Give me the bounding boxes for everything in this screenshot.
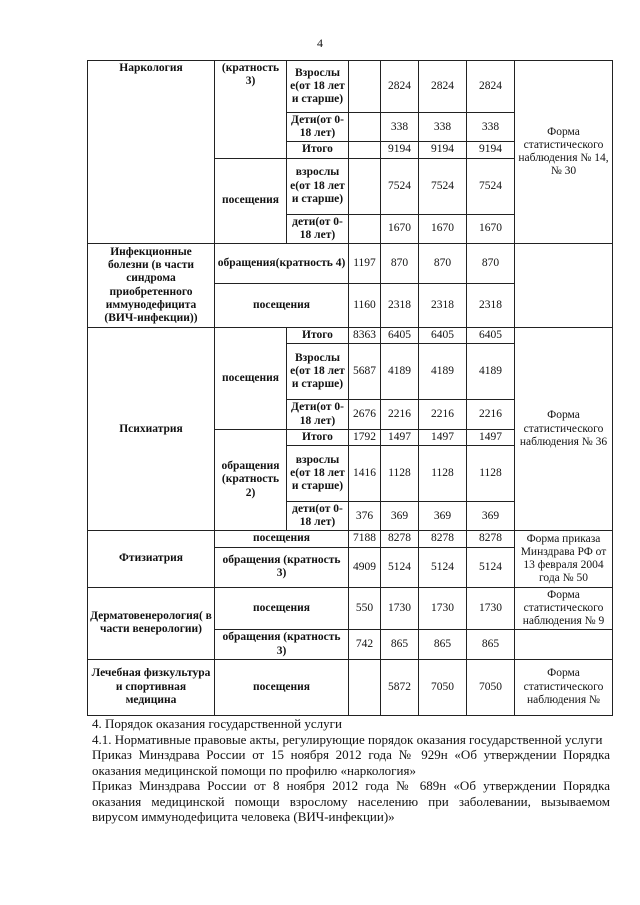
value-cell: 338 [467, 113, 515, 142]
value-cell: 7050 [419, 659, 467, 715]
section-text [92, 716, 610, 825]
group-cell: Итого [287, 429, 349, 445]
unit-cell: посещения [215, 531, 349, 547]
value-cell: 9194 [419, 142, 467, 158]
value-cell: 7524 [419, 158, 467, 214]
value-cell: 550 [349, 587, 381, 630]
value-cell: 369 [381, 501, 419, 530]
group-cell: Взрослы е(от 18 лет и старше) [287, 61, 349, 113]
unit-cell: посещения [215, 659, 349, 715]
value-cell: 8278 [467, 531, 515, 547]
form-cell [515, 630, 613, 659]
service-name: Дерматовенерология( в части венерологии) [88, 587, 215, 659]
value-cell: 6405 [419, 328, 467, 344]
value-cell: 7524 [467, 158, 515, 214]
value-cell: 8363 [349, 328, 381, 344]
value-cell: 1128 [381, 445, 419, 501]
unit-cell: посещения [215, 328, 287, 430]
unit-cell: посещения [215, 587, 349, 630]
group-cell: взрослы е(от 18 лет и старше) [287, 158, 349, 214]
order-paragraph: Приказ Минздрава России от 15 ноября 2012 года № 929н «Об утверждении Порядка оказания медицинской помощи по профилю «наркология» [92, 747, 610, 778]
value-cell: 870 [419, 244, 467, 284]
group-cell: Итого [287, 328, 349, 344]
value-cell: 1730 [467, 587, 515, 630]
value-cell: 1670 [381, 214, 419, 243]
value-cell: 5124 [419, 547, 467, 587]
value-cell: 2216 [467, 400, 515, 429]
value-cell: 2824 [467, 61, 515, 113]
value-cell: 1497 [419, 429, 467, 445]
service-name: Лечебная физкультура и спортивная медицина [88, 659, 215, 715]
value-cell: 7188 [349, 531, 381, 547]
value-cell: 9194 [381, 142, 419, 158]
value-cell: 1128 [467, 445, 515, 501]
value-cell: 2676 [349, 400, 381, 429]
group-cell: Итого [287, 142, 349, 158]
value-cell: 4189 [419, 344, 467, 400]
service-name: Фтизиатрия [88, 531, 215, 587]
value-cell: 2216 [381, 400, 419, 429]
unit-cell: обращения(кратность 4) [215, 244, 349, 284]
value-cell [349, 113, 381, 142]
value-cell: 865 [381, 630, 419, 659]
subsection-heading: 4.1. Нормативные правовые акты, регулирующие порядок оказания государственной услуги [92, 731, 603, 747]
group-cell: дети(от 0-18 лет) [287, 501, 349, 530]
value-cell: 9194 [467, 142, 515, 158]
value-cell: 6405 [467, 328, 515, 344]
group-cell: Дети(от 0-18 лет) [287, 400, 349, 429]
table-row [88, 244, 613, 284]
value-cell: 5124 [467, 547, 515, 587]
service-name: Инфекционные болезни (в части синдрома приобретенного иммунодефицита (ВИЧ-инфекции)) [88, 244, 215, 328]
value-cell: 338 [419, 113, 467, 142]
value-cell: 376 [349, 501, 381, 530]
value-cell: 1160 [349, 284, 381, 328]
section-heading: 4. Порядок оказания государственной услуги [92, 716, 342, 731]
value-cell: 2824 [381, 61, 419, 113]
unit-cell: обращения (кратность 2) [215, 429, 287, 531]
value-cell: 7050 [467, 659, 515, 715]
value-cell [349, 61, 381, 113]
value-cell: 2824 [419, 61, 467, 113]
value-cell: 5872 [381, 659, 419, 715]
form-cell: Форма приказа Минздрава РФ от 13 февраля 2004 года № 50 [515, 531, 613, 587]
value-cell: 1670 [467, 214, 515, 243]
form-cell: Форма статистического наблюдения № 36 [515, 328, 613, 531]
value-cell: 865 [419, 630, 467, 659]
unit-cell: обращения (кратность 3) [215, 630, 349, 659]
value-cell: 1497 [467, 429, 515, 445]
group-cell: дети(от 0-18 лет) [287, 214, 349, 243]
value-cell: 5124 [381, 547, 419, 587]
table-row [88, 531, 613, 547]
value-cell: 742 [349, 630, 381, 659]
value-cell: 1792 [349, 429, 381, 445]
value-cell: 2216 [419, 400, 467, 429]
value-cell: 8278 [419, 531, 467, 547]
value-cell: 1730 [381, 587, 419, 630]
value-cell [349, 158, 381, 214]
value-cell: 865 [467, 630, 515, 659]
value-cell: 369 [467, 501, 515, 530]
value-cell [349, 214, 381, 243]
unit-cell: посещения [215, 284, 349, 328]
table-row [88, 61, 613, 113]
value-cell: 6405 [381, 328, 419, 344]
group-cell: взрослы е(от 18 лет и старше) [287, 445, 349, 501]
group-cell: Взрослы е(от 18 лет и старше) [287, 344, 349, 400]
group-cell: Дети(от 0-18 лет) [287, 113, 349, 142]
unit-cell: обращения (кратность 3) [215, 547, 349, 587]
value-cell: 4909 [349, 547, 381, 587]
services-table [87, 60, 613, 716]
unit-cell: (кратность 3) [215, 61, 287, 159]
unit-cell: посещения [215, 158, 287, 243]
form-cell: Форма статистического наблюдения № [515, 659, 613, 715]
value-cell: 2318 [419, 284, 467, 328]
value-cell: 369 [419, 501, 467, 530]
form-cell [515, 244, 613, 328]
value-cell: 1670 [419, 214, 467, 243]
value-cell: 7524 [381, 158, 419, 214]
value-cell: 4189 [381, 344, 419, 400]
value-cell: 2318 [381, 284, 419, 328]
value-cell: 2318 [467, 284, 515, 328]
table-row [88, 587, 613, 630]
value-cell [349, 659, 381, 715]
value-cell: 1197 [349, 244, 381, 284]
value-cell: 338 [381, 113, 419, 142]
value-cell: 1128 [419, 445, 467, 501]
value-cell: 8278 [381, 531, 419, 547]
table-row [88, 659, 613, 715]
value-cell: 4189 [467, 344, 515, 400]
table-row [88, 328, 613, 344]
value-cell: 5687 [349, 344, 381, 400]
form-cell: Форма статистического наблюдения № 9 [515, 587, 613, 630]
order-paragraph: Приказ Минздрава России от 8 ноября 2012 года № 689н «Об утверждении Порядка оказания медицинской помощи взрослому населению при заболевании, вызываемом вирусом иммунодефицита человека (ВИЧ-инфекции)» [92, 778, 610, 824]
value-cell: 1416 [349, 445, 381, 501]
value-cell [349, 142, 381, 158]
value-cell: 870 [467, 244, 515, 284]
value-cell: 1730 [419, 587, 467, 630]
value-cell: 870 [381, 244, 419, 284]
service-name: Психиатрия [88, 328, 215, 531]
page-number: 4 [317, 36, 323, 50]
value-cell: 1497 [381, 429, 419, 445]
form-cell: Форма статистического наблюдения № 14, № 30 [515, 61, 613, 244]
service-name: Наркология [88, 61, 215, 244]
